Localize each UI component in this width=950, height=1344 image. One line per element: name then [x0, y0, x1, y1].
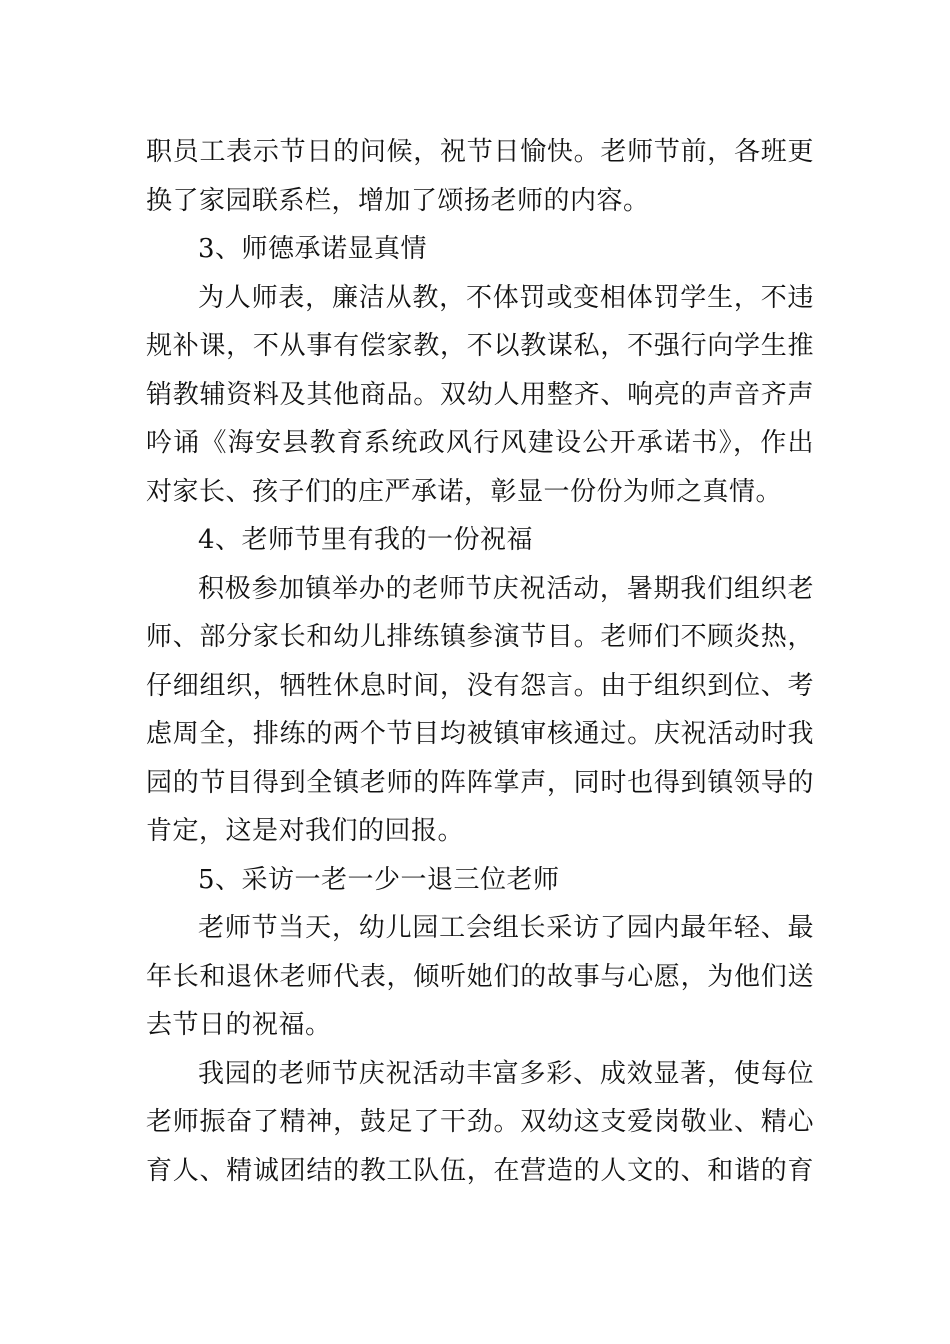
- paragraph-line: 老师振奋了精神，鼓足了干劲。双幼这支爱岗敬业、精心: [146, 1107, 814, 1137]
- paragraph-line: 换了家园联系栏，增加了颂扬老师的内容。: [146, 185, 650, 216]
- paragraph-line: 园的节目得到全镇老师的阵阵掌声，同时也得到镇领导的: [146, 767, 814, 798]
- paragraph-line: 销教辅资料及其他商品。双幼人用整齐、响亮的声音齐声: [146, 379, 814, 410]
- paragraph-line: 职员工表示节日的问候，祝节日愉快。老师节前，各班更: [146, 137, 814, 167]
- paragraph-line: 仔细组织，牺牲休息时间，没有怨言。由于组织到位、考: [146, 670, 814, 701]
- paragraph-line: 老师节当天，幼儿园工会组长采访了园内最年轻、最: [198, 913, 814, 943]
- paragraph-line: 我园的老师节庆祝活动丰富多彩、成效显著，使每位: [198, 1058, 814, 1089]
- paragraph-line: 师、部分家长和幼儿排练镇参演节目。老师们不顾炎热，: [146, 622, 814, 652]
- paragraph-line: 肯定，这是对我们的回报。: [146, 816, 465, 846]
- paragraph-line: 去节日的祝福。: [146, 1010, 332, 1040]
- paragraph-line: 为人师表，廉洁从教，不体罚或变相体罚学生，不违: [198, 282, 814, 313]
- paragraph-line: 育人、精诚团结的教工队伍，在营造的人文的、和谐的育: [146, 1155, 814, 1186]
- paragraph-line: 积极参加镇举办的老师节庆祝活动，暑期我们组织老: [198, 573, 814, 604]
- section-heading: 4、老师节里有我的一份祝福: [198, 525, 534, 555]
- paragraph-line: 虑周全，排练的两个节目均被镇审核通过。庆祝活动时我: [146, 719, 814, 749]
- section-heading: 3、师德承诺显真情: [198, 234, 428, 264]
- document-body: [146, 128, 814, 1195]
- section-heading: 5、采访一老一少一退三位老师: [198, 864, 560, 895]
- paragraph-line: 规补课，不从事有偿家教，不以教谋私，不强行向学生推: [146, 331, 814, 361]
- paragraph-line: 年长和退休老师代表，倾听她们的故事与心愿，为他们送: [146, 961, 814, 992]
- paragraph-line: 对家长、孩子们的庄严承诺，彰显一份份为师之真情。: [146, 476, 783, 507]
- paragraph-line: 吟诵《海安县教育系统政风行风建设公开承诺书》，作出: [146, 428, 814, 458]
